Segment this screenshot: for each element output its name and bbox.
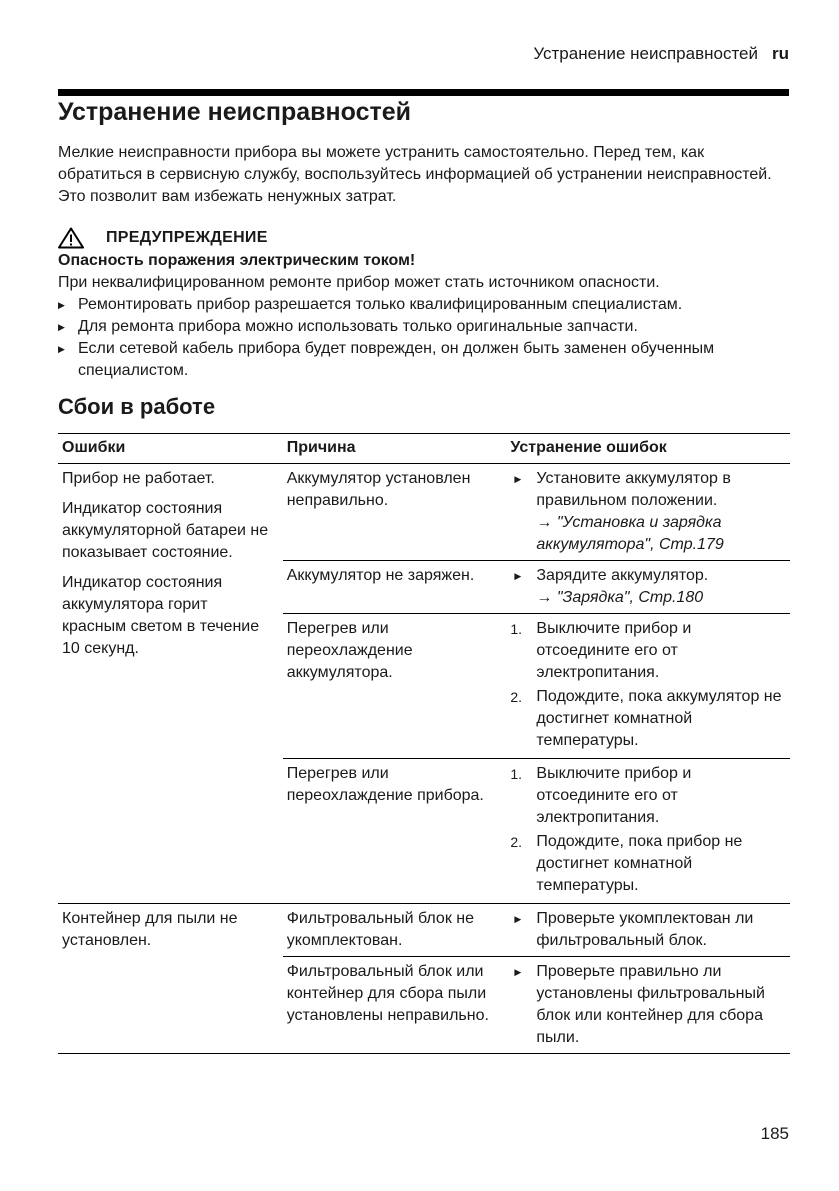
cause-cell: Аккумулятор не заряжен. xyxy=(283,561,507,614)
remedy-text: ▶ Проверьте правильно ли установлены фильтровальный блок или контейнер для сбора пыли. xyxy=(510,961,786,1049)
remedy-cell xyxy=(506,904,790,957)
arrow-icon: → xyxy=(536,589,553,606)
remedy-cell xyxy=(506,561,790,614)
step-text: Выключите прибор и отсоедините его от электропитания. xyxy=(536,765,692,826)
table-row xyxy=(58,904,790,957)
cross-reference xyxy=(510,512,786,556)
remedy-cell xyxy=(506,957,790,1054)
warning-subtitle: Опасность поражения электрическим током! xyxy=(58,252,416,269)
cause-cell: Фильтровальный блок не укомплектован. xyxy=(283,904,507,957)
running-header xyxy=(533,44,789,64)
remedy-step xyxy=(510,618,786,684)
remedy-step xyxy=(510,686,786,752)
header-rule xyxy=(58,89,789,96)
cause-cell: Фильтровальный блок или контейнер для сбора пыли установлены неправильно. xyxy=(283,957,507,1054)
column-header-cause: Причина xyxy=(283,434,507,464)
cause-cell: Аккумулятор установлен неправильно. xyxy=(283,464,507,561)
warning-bullet: ▶ Если сетевой кабель прибора будет поврежден, он должен быть заменен обученным специалистом. xyxy=(58,338,798,382)
warning-title: ПРЕДУПРЕЖДЕНИЕ xyxy=(106,229,268,246)
remedy-text: ▶ Зарядите аккумулятор. xyxy=(510,565,786,587)
step-text: Подождите, пока аккумулятор не достигнет комнатной температуры. xyxy=(536,688,782,749)
warning-text: При неквалифицированном ремонте прибор может стать источником опасности. xyxy=(58,274,660,291)
warning-triangle-icon xyxy=(58,227,84,249)
remedy-cell xyxy=(506,614,790,759)
column-header-remedy: Устранение ошибок xyxy=(506,434,790,464)
table-header-row xyxy=(58,434,790,464)
error-text: Прибор не работает. xyxy=(62,470,215,487)
intro-paragraph: Мелкие неисправности прибора вы можете устранить самостоятельно. Перед тем, как обратиться в сервисную службу, воспользуйтесь информацией об устранении неисправностей. Это позволит вам избежать ненужных затрат. xyxy=(58,144,772,205)
page-title: Устранение неисправностей xyxy=(58,98,412,126)
running-header-section: Устранение неисправностей xyxy=(533,44,758,63)
error-text: Индикатор состояния аккумулятора горит красным светом в течение 10 секунд. xyxy=(62,574,260,657)
cause-cell: Перегрев или переохлаждение прибора. xyxy=(283,759,507,904)
troubleshooting-table xyxy=(58,433,790,1054)
warning-block xyxy=(58,226,798,382)
remedy-cell xyxy=(506,759,790,904)
remedy-step xyxy=(510,763,786,829)
arrow-icon: → xyxy=(536,514,553,531)
table-row xyxy=(58,464,790,561)
step-text: Выключите прибор и отсоедините его от электропитания. xyxy=(536,620,692,681)
section-title: Сбои в работе xyxy=(58,394,216,419)
warning-bullet: ▶ Для ремонта прибора можно использовать только оригинальные запчасти. xyxy=(58,316,798,338)
error-cell xyxy=(58,464,283,904)
cause-cell: Перегрев или переохлаждение аккумулятора. xyxy=(283,614,507,759)
error-text: Индикатор состояния аккумуляторной батареи не показывает состояние. xyxy=(62,500,269,561)
remedy-step xyxy=(510,831,786,897)
cross-reference-link[interactable]: "Зарядка", Стр.180 xyxy=(556,589,704,606)
cross-reference-link[interactable]: "Установка и зарядка аккумулятора", Стр.179 xyxy=(536,514,724,553)
remedy-text: ▶ Установите аккумулятор в правильном положении. xyxy=(510,468,786,512)
step-number: 2. xyxy=(510,689,523,705)
error-cell: Контейнер для пыли не установлен. xyxy=(58,904,283,1054)
step-text: Подождите, пока прибор не достигнет комнатной температуры. xyxy=(536,833,743,894)
step-number: 1. xyxy=(510,766,523,782)
remedy-cell xyxy=(506,464,790,561)
cross-reference xyxy=(510,587,786,609)
step-number: 2. xyxy=(510,834,523,850)
warning-bullets xyxy=(58,294,798,382)
column-header-errors: Ошибки xyxy=(58,434,283,464)
remedy-text: ▶ Проверьте укомплектован ли фильтровальный блок. xyxy=(510,908,786,952)
warning-bullet: ▶ Ремонтировать прибор разрешается только квалифицированным специалистам. xyxy=(58,294,798,316)
step-number: 1. xyxy=(510,621,523,637)
language-code: ru xyxy=(772,44,789,63)
page-number: 185 xyxy=(760,1124,789,1143)
warning-header xyxy=(58,226,798,250)
